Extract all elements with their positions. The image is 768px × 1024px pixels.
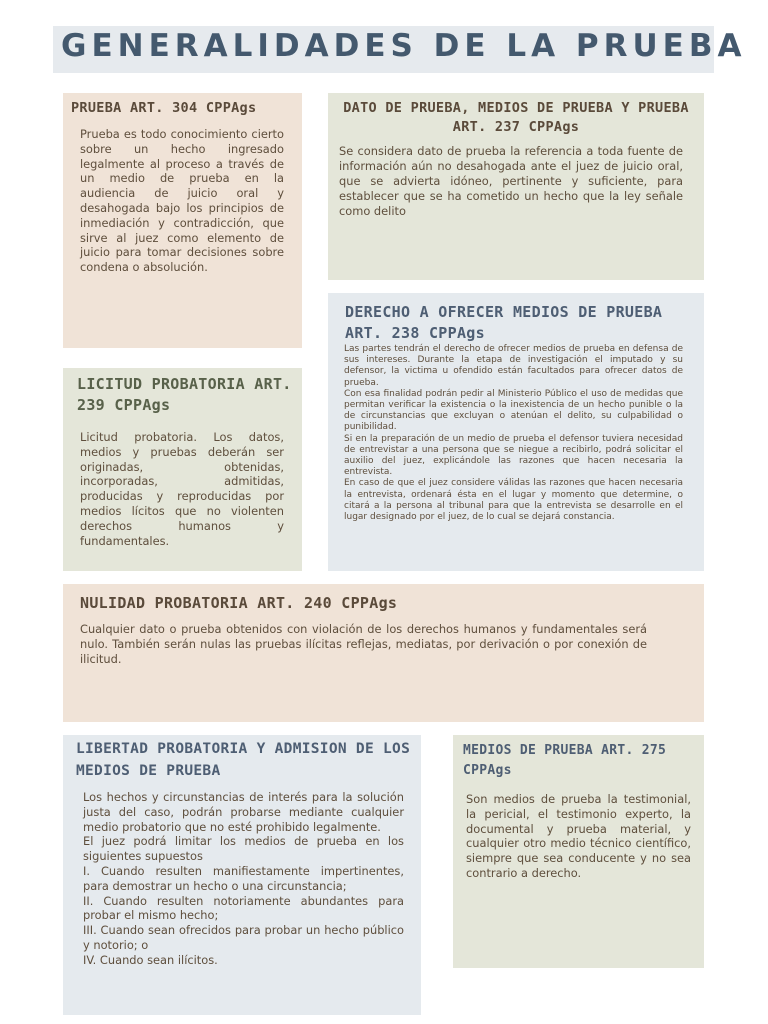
card-art-239-text: Licitud probatoria. Los datos, medios y pruebas deberán ser originadas, obtenidas, incorporadas, admitidas, producidas y reproducidas por medios lícitos que no violenten derechos humanos y fundamentales. [80,430,284,548]
title-banner [53,26,747,73]
card-art-238 [328,293,704,571]
card-art-304-text: Prueba es todo conocimiento cierto sobre un hecho ingresado legalmente al proceso a través de un medio de prueba en la audiencia de juicio oral y desahogada bajo los principios de inmediación y contradicción, que sirve al juez como elemento de juicio para tomar decisiones sobre condena o absolución. [80,127,284,275]
card-art-275-heading: MEDIOS DE PRUEBA ART. 275 CPPAgs [463,743,667,778]
card-art-238-paragraph: En caso de que el juez considere válidas las razones que hacen necesaria la entrevista, ordenará ésta en el lugar y momento que determine, o citará a la persona al tribunal para que la entrevista se desarrolle en el lugar designado por el juez, de lo cual se dejará constancia. [344,478,683,523]
card-libertad-paragraph: Los hechos y circunstancias de interés para la solución justa del caso, podrán probarse mediante cualquier medio probatorio que no esté prohibido legalmente. [83,790,404,834]
card-art-240 [63,584,704,722]
card-art-240-text: Cualquier dato o prueba obtenidos con violación de los derechos humanos y fundamentales será nulo. También serán nulas las pruebas ilícitas reflejas, mediatas, por derivación o por conexión de ilicitud. [80,622,647,666]
card-libertad-probatoria [63,735,421,1015]
card-libertad-paragraph: II. Cuando resulten notoriamente abundantes para probar el mismo hecho; [83,893,404,923]
card-art-275 [453,735,704,968]
card-art-238-paragraph: Las partes tendrán el derecho de ofrecer medios de prueba en defensa de sus intereses. Durante la etapa de investigación el imputado y su defensor, la victima u ofendido están facultados para ofrecer datos de prueba. [344,344,683,388]
card-libertad-paragraph: IV. Cuando sean ilícitos. [83,952,218,967]
card-art-237 [328,93,704,280]
card-libertad-heading: LIBERTAD PROBATORIA Y ADMISION DE LOS MEDIOS DE PRUEBA [76,741,411,779]
card-art-240-heading: NULIDAD PROBATORIA ART. 240 CPPAgs [80,594,398,612]
card-libertad-paragraph: III. Cuando sean ofrecidos para probar un hecho público y notorio; o [83,923,404,952]
page-title: GENERALIDADES DE LA PRUEBA [61,28,747,64]
card-art-237-heading: DATO DE PRUEBA, MEDIOS DE PRUEBA Y PRUEBA ART. 237 CPPAgs [343,100,689,135]
card-art-239-heading: LICITUD PROBATORIA ART. 239 CPPAgs [77,375,292,414]
card-art-239 [63,368,302,571]
card-art-304 [63,93,302,348]
card-libertad-paragraph: I. Cuando resulten manifiestamente impertinentes, para demostrar un hecho o una circunstancia; [83,863,404,893]
card-art-304-heading: PRUEBA ART. 304 CPPAgs [71,100,257,116]
card-art-238-text [344,344,683,523]
card-art-238-paragraph: Si en la preparación de un medio de prueba el defensor tuviera necesidad de entrevistar a una persona que se niegue a recibirlo, podrá solicitar el auxilio del juez, explicándole las razones que hacen necesaria la entrevista. [344,433,683,478]
card-libertad-text [83,790,404,968]
card-art-238-paragraph: Con esa finalidad podrán pedir al Ministerio Público el uso de medidas que permitan verificar la existencia o la inexistencia de un hecho punible o la de circunstancias que excluyan o atenúan el delito, su culpabilidad o punibilidad. [344,388,683,433]
card-art-275-text: Son medios de prueba la testimonial, la pericial, el testimonio experto, la documental y prueba material, y cualquier otro medio técnico científico, siempre que sea conducente y no sea contrario a derecho. [466,792,691,880]
card-art-238-heading: DERECHO A OFRECER MEDIOS DE PRUEBA ART. 238 CPPAgs [345,303,663,342]
card-art-237-text: Se considera dato de prueba la referencia a toda fuente de información aún no desahogada ante el juez de juicio oral, que se advierta idóneo, pertinente y suficiente, para establecer que se ha cometido un hecho que la ley señale como delito [339,144,683,218]
card-libertad-paragraph: El juez podrá limitar los medios de prueba en los siguientes supuestos [83,834,404,864]
